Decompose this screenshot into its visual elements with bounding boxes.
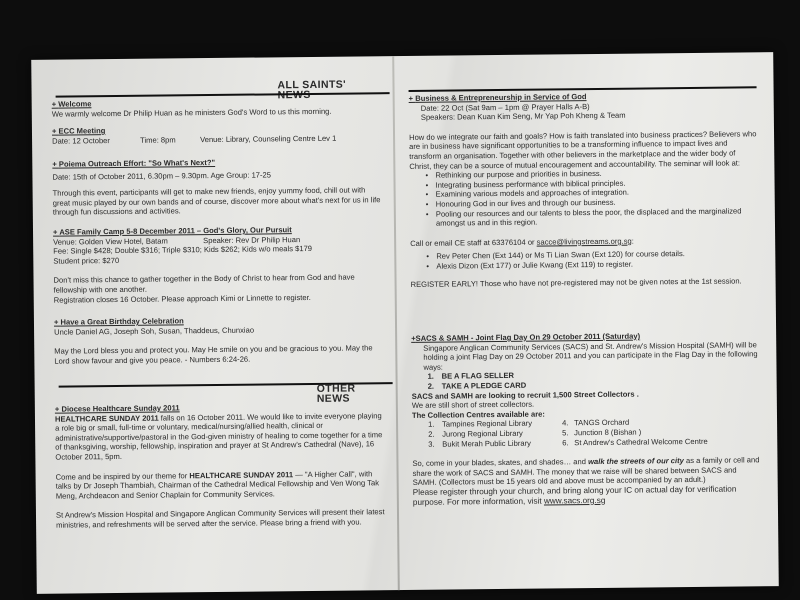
camp-student-price: Student price: $270 [53,255,120,266]
poiema-section: + Poiema Outreach Effort: "So What's Next?" Date: 15th of October 2011, 6.30pm – 9.30pm. Age Group: 17-25 Through this event, participants will get to make new friends, enjoy yummy food, chill out with great music played by our own bands and of course, discover more about what's next for us in life through fun discussions and activities. [52,156,383,217]
left-page [51,56,385,530]
diocese-title: Diocese Healthcare Sunday 2011 [61,403,180,414]
welcome-title: Welcome [58,99,92,109]
sacs-para-2: Please register through your church, and bring along your IC on actual day for verification purpose. For more information, visit www.sacs.org.sg [412,484,737,507]
birthday-names: Uncle Daniel AG, Joseph Soh, Susan, Thaddeus, Chunxiao [54,325,255,337]
list-item: • Alexis Dizon (Ext 177) or Julie Kwang (Ext 119) to register. [422,258,760,271]
camp-speaker: Speaker: Rev Dr Philip Huan [203,234,301,245]
list-item: • Honouring God in our lives and through our business. [422,196,760,209]
page-fold [392,56,400,590]
sacs-para-1: So, come in your blades, skates, and shades… and walk the streets of our city as a family or cell and share the work of SACS and SAMH. The money that we raise will be shared between SACS and SAMH. (Collectors must be 15 years old and above must be accompanied by an adult.) [412,455,760,488]
poiema-desc: Through this event, participants will get to make new friends, enjoy yummy food, chill out with great music played by our own bands and of course, discover more about what's next for us in life through fun discussions and activities. [52,185,381,218]
staff-list [410,249,760,272]
biz-contact: Call or email CE staff at 63376104 or sacce@livingstreams.org.sg: [410,236,634,248]
contact-email-link[interactable]: sacce@livingstreams.org.sg [536,236,632,247]
list-item: 2. TAKE A PLEDGE CARD [427,380,527,391]
list-item: • Integrating business performance with biblical principles. [422,177,760,190]
biz-when: Date: 22 Oct (Sat 9am – 1pm @ Prayer Halls A-B) [420,101,590,113]
healthcare-para-3: St Andrew's Mission Hospital and Singapore Anglican Community Services will present their latest ministries, and refreshments will be served after the service. Please bring a friend with you. [55,507,385,530]
bulletin-sheet [31,52,779,594]
flag-day-section: +SACS & SAMH - Joint Flag Day On 29 October 2011 (Saturday) Singapore Anglican Community Services (SACS) and St. Andrew's Mission Hospital (SAMH) will be holding a joint Flag Day on 29 October 2011 and you can participate in the Flag Day in the following ways: 1. BE A FLAG SELLER 2. TAKE A PLEDGE CARD SACS and SAMH are looking to recruit 1,500 Street Collectors . We are still short of street collectors. The Collection Centres available are: 1. Tampines Regional Library 2. Jurong Regional Library 3. Bukit Merah Public Library 4. TANGS Orchard 5. Junction 8 (Bishan ) 6. St Andrew's Cathedral Welcome Centre So, come in your blades, skates, and shades… and walk the streets of our city as a family or cell and share the work of SACS and SAMH. The money that we raise will be shared between SACS and SAMH. (Collectors must be 15 years old and above must be accompanied by an adult.) Please register through your church, and bring along your IC on actual day for verification purpose. For more information, visit www.sacs.org.sg [411,330,763,507]
collection-centres [412,417,762,449]
birthday-section: + Have a Great Birthday Celebration Uncle Daniel AG, Joseph Soh, Susan, Thaddeus, Chunxiao May the Lord bless you and protect you. May He smile on you and be gracious to you. May the Lord show favour and give you peace. - Numbers 6:24-26. [54,314,384,366]
biz-speakers: Speakers: Dean Kuan Kim Seng, Mr Yap Poh Kheng & Team [420,110,626,123]
sacs-short: We are still short of street collectors. [411,399,535,411]
list-item: 4. TANGS Orchard [562,418,630,428]
ecc-date: Date: 12 October [52,135,110,146]
list-item: 2. Jurong Regional Library [428,428,523,439]
poiema-title: Poiema Outreach Effort: "So What's Next?" [58,157,216,169]
biz-intro: How do we integrate our faith and goals? How is faith translated into business practices? Believers who are in business have significant opportunities to be a transforming influence to impact lives and transform an organisation. Together with other believers in the marketplace and the wider body of Christ, they can be a source of mutual encouragement and accountability. The seminar will look at: [409,129,757,171]
biz-bullet-list [409,167,760,228]
list-item: 5. Junction 8 (Bishan ) [562,427,642,438]
birthday-blessing: May the Lord bless you and protect you. May He smile on you and be gracious to you. May the Lord show favour and give you peace. - Numbers 6:24-26. [54,343,373,366]
list-item: • Rethinking our purpose and priorities in business. [421,167,759,180]
other-news-header: OTHER NEWS [316,382,356,405]
ecc-title: ECC Meeting [58,126,106,136]
camp-desc: Don't miss this chance to gather together in the Body of Christ to hear from God and have fellowship with one another. [53,272,355,295]
list-item: • Pooling our resources and our talents to bless the poor, the displaced and the marginalized amongst us and in this region. [422,206,760,229]
right-page [408,52,760,507]
sacs-recruit: SACS and SAMH are looking to recruit 1,500 Street Collectors . [411,389,639,401]
ecc-venue: Venue: Library, Counseling Centre Lev 1 [200,133,337,144]
all-saints-news-header: ALL SAINTS' [277,78,347,92]
list-item: 6. St Andrew's Cathedral Welcome Centre [562,436,708,447]
welcome-text: We warmly welcome Dr Philip Huan as he ministers God's Word to us this morning. [51,106,332,119]
list-item: 1. BE A FLAG SELLER [427,371,515,382]
sacs-title: SACS & SAMH - Joint Flag Day On 29 October 2011 (Saturday) [415,331,641,343]
sacs-website-link[interactable]: www.sacs.org.sg [543,495,606,506]
list-item: 3. Bukit Merah Public Library [428,438,531,449]
family-camp-section: + ASE Family Camp 5-8 December 2011 – God's Glory, Our Pursuit Venue: Golden View Hotel, Batam Speaker: Rev Dr Philip Huan Fee: Single $428; Double $316; Triple $310; Kids $262; Kids w/o meals $179 Student price: $270 Don't miss this chance to gather together in the Body of Christ to hear from God and have fellowship with one another. Registration closes 16 October. Please approach Kimi or Linnette to register. [53,224,384,305]
camp-title: ASE Family Camp 5-8 December 2011 – God's Glory, Our Pursuit [59,225,292,237]
ecc-section: + ECC Meeting Date: 12 October Time: 8pm Venue: Library, Counseling Centre Lev 1 [51,126,337,146]
birthday-title: Have a Great Birthday Celebration [60,316,184,327]
business-seminar-section: + Business & Entrepreneurship in Service of God Date: 22 Oct (Sat 9am – 1pm @ Prayer Halls A-B) Speakers: Dean Kuan Kim Seng, Mr Yap Poh Kheng & Team How do we integrate our faith and goals? How is faith translated into business practices? Believers who are in business have significant opportunities to be a transforming influence to impact lives and transform an organisation. Together with other believers in the marketplace and the wider body of Christ, they can be a source of mutual encouragement and accountability. The seminar will look at: • Rethinking our purpose and priorities in business. • Integrating business performance with biblical principles. • Examining various models and approaches of integration. • Honouring God in our lives and through our business. • Pooling our resources and our talents to bless the poor, the displaced and the marginalized amongst us and in this region. Call or email CE staff at 63376104 or sacce@livingstreams.org.sg: • Rev Peter Chen (Ext 144) or Ms Ti Lian Swan (Ext 120) for course details. • Alexis Dizon (Ext 177) or Julie Kwang (Ext 119) to register. REGISTER EARLY! Those who have not pre-registered may not be given notes at the 1st session. [409,90,761,289]
centres-left-list [412,419,562,449]
welcome-section: + Welcome We warmly welcome Dr Philip Huan as he ministers God's Word to us this morning. [52,96,382,119]
list-item: • Examining various models and approaches of integration. [422,187,760,200]
healthcare-para-1: HEALTHCARE SUNDAY 2011 falls on 16 October 2011. We would like to invite everyone playing a role big or small, full-time or voluntary, medical/nursing/allied health, clinical or administrative/supportive/pastoral in the God-given ministry of healing to come together for a time of thanksgiving, worship, fellowship, inspiration and prayer at St Andrew's Cathedral (Nave), 16 October 2011, 5pm. [54,410,383,462]
biz-title: Business & Entrepreneurship in Service of God [415,92,587,103]
sacs-intro: Singapore Anglican Community Services (SACS) and St. Andrew's Mission Hospital (SAMH) will be holding a joint Flag Day on 29 October 2011 and you can participate in the Flag Day in the following ways: [423,339,758,372]
healthcare-lead: HEALTHCARE SUNDAY 2011 [54,413,159,424]
list-item: 1. Tampines Regional Library [428,419,533,430]
camp-venue: Venue: Golden View Hotel, Batam [53,236,168,247]
ecc-time: Time: 8pm [140,134,176,145]
healthcare-para-2: Come and be inspired by our theme for HEALTHCARE SUNDAY 2011 — "A Higher Call", with talks by Dr Joseph Thambiah, Chairman of the Cathedral Medical Fellowship and Ven Wong Tak Meng, Archdeacon and Senior Chaplain for Community Services. [55,468,380,501]
poiema-date: Date: 15th of October 2011, 6.30pm – 9.30pm. Age Group: 17-25 [52,169,272,182]
centres-title: The Collection Centres available are: [411,409,545,420]
centres-right-list [562,417,708,447]
register-early-note: REGISTER EARLY! Those who have not pre-registered may not be given notes at the 1st session. [410,275,742,289]
healthcare-sunday-section: + Diocese Healthcare Sunday 2011 HEALTHCARE SUNDAY 2011 falls on 16 October 2011. We would like to invite everyone playing a role big or small, full-time or voluntary, medical/nursing/allied health, clinical or administrative/supportive/pastoral in the God-given ministry of healing to come together for a time of thanksgiving, worship, fellowship, inspiration and prayer at St Andrew's Cathedral (Nave), 16 October 2011, 5pm. Come and be inspired by our theme for HEALTHCARE SUNDAY 2011 — "A Higher Call", with talks by Dr Joseph Thambiah, Chairman of the Cathedral Medical Fellowship and Ven Wong Tak Meng, Archdeacon and Senior Chaplain for Community Services. St Andrew's Mission Hospital and Singapore Anglican Community Services will present their latest ministries, and refreshments will be served after the service. Please bring a friend with you. [54,403,385,530]
camp-fees: Fee: Single $428; Double $316; Triple $310; Kids $262; Kids w/o meals $179 [53,244,313,256]
list-item: • Rev Peter Chen (Ext 144) or Ms Ti Lian Swan (Ext 120) for course details. [422,249,760,262]
camp-registration: Registration closes 16 October. Please approach Kimi or Linnette to register. [53,292,311,305]
